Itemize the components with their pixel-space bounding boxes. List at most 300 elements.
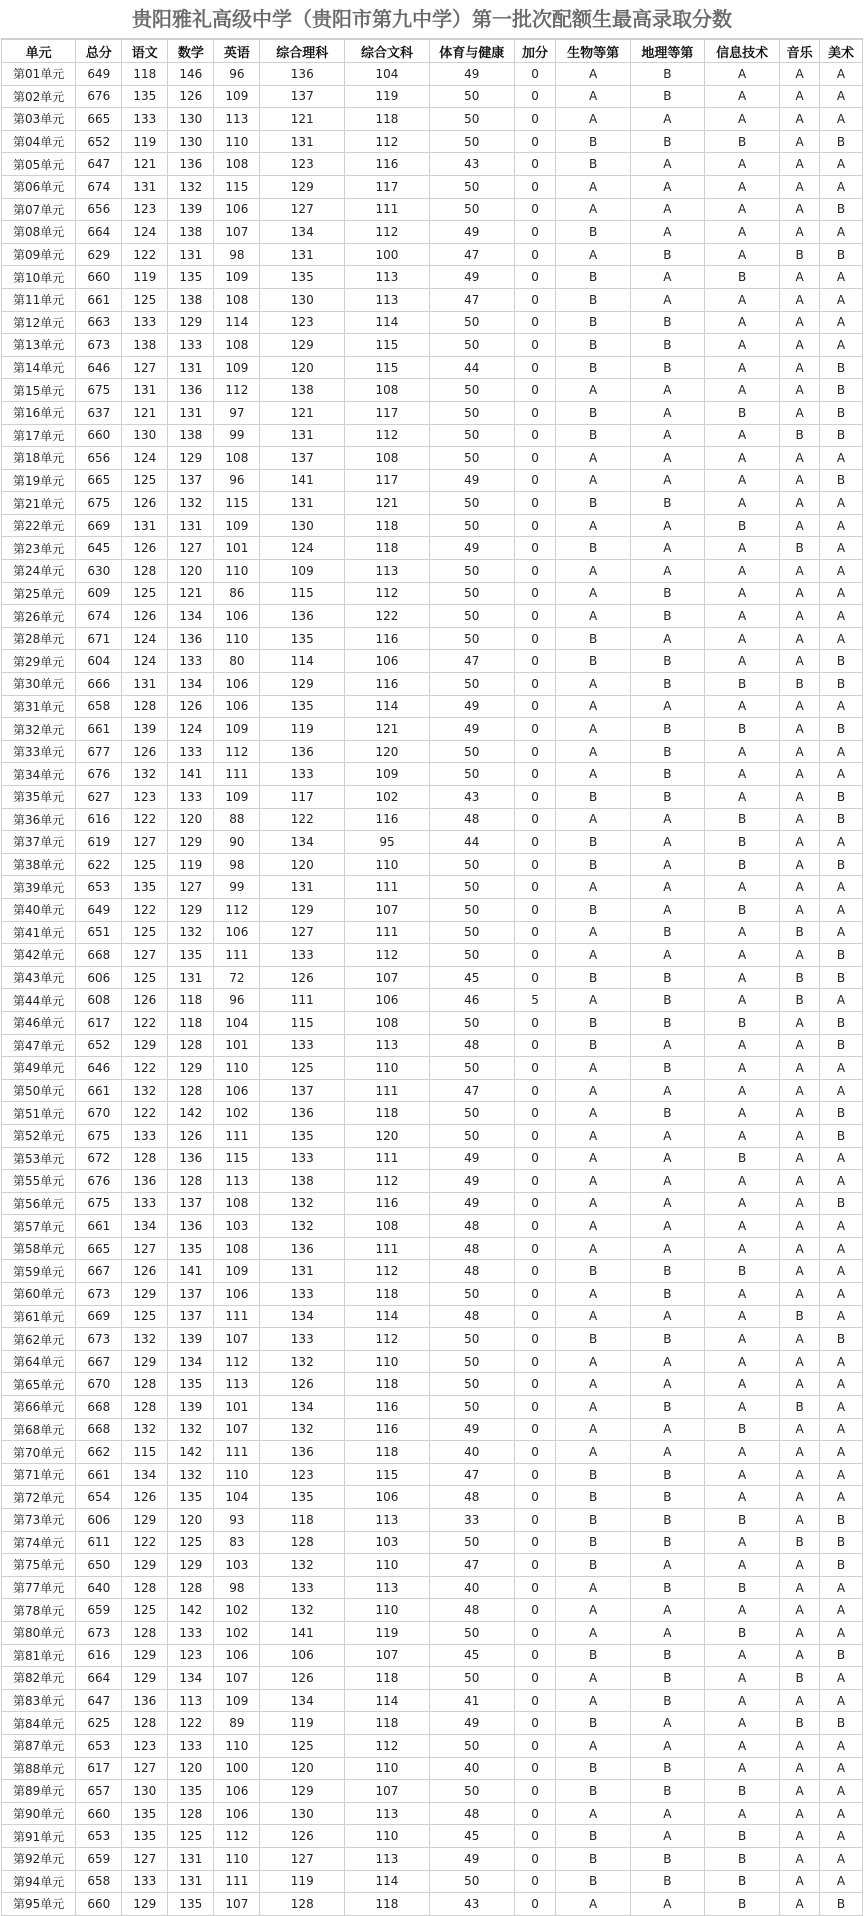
cell-chinese: 124 — [122, 650, 168, 673]
cell-pe: 48 — [429, 1215, 514, 1238]
cell-unit: 第64单元 — [2, 1350, 76, 1373]
cell-unit: 第78单元 — [2, 1599, 76, 1622]
cell-it: A — [704, 1373, 779, 1396]
cell-total: 669 — [76, 1305, 122, 1328]
cell-pe: 49 — [429, 469, 514, 492]
cell-total: 667 — [76, 1260, 122, 1283]
cell-biology: B — [556, 627, 630, 650]
cell-math: 131 — [168, 401, 214, 424]
cell-liberal-arts: 116 — [345, 1418, 430, 1441]
cell-biology: B — [556, 786, 630, 809]
cell-science: 137 — [260, 85, 345, 108]
cell-biology: B — [556, 1757, 630, 1780]
table-row — [2, 1689, 863, 1712]
cell-music: A — [780, 63, 820, 86]
cell-liberal-arts: 120 — [345, 740, 430, 763]
cell-biology: A — [556, 63, 630, 86]
cell-geography: A — [630, 560, 704, 583]
table-row — [2, 221, 863, 244]
cell-art: A — [820, 1079, 863, 1102]
cell-biology: B — [556, 221, 630, 244]
cell-liberal-arts: 113 — [345, 1802, 430, 1825]
cell-chinese: 127 — [122, 831, 168, 854]
cell-geography: B — [630, 130, 704, 153]
cell-science: 133 — [260, 1576, 345, 1599]
cell-total: 667 — [76, 1350, 122, 1373]
cell-math: 113 — [168, 1689, 214, 1712]
table-row — [2, 356, 863, 379]
cell-liberal-arts: 112 — [345, 582, 430, 605]
cell-unit: 第52单元 — [2, 1124, 76, 1147]
cell-pe: 47 — [429, 1079, 514, 1102]
cell-english: 109 — [214, 1260, 260, 1283]
cell-music: A — [780, 1576, 820, 1599]
cell-it: A — [704, 85, 779, 108]
table-row — [2, 1667, 863, 1690]
cell-chinese: 129 — [122, 1893, 168, 1916]
cell-bonus: 0 — [514, 401, 556, 424]
cell-geography: A — [630, 198, 704, 221]
table-row — [2, 514, 863, 537]
cell-bonus: 0 — [514, 1599, 556, 1622]
cell-math: 120 — [168, 560, 214, 583]
cell-bonus: 0 — [514, 1441, 556, 1464]
cell-science: 138 — [260, 379, 345, 402]
cell-bonus: 0 — [514, 1780, 556, 1803]
cell-liberal-arts: 113 — [345, 1847, 430, 1870]
cell-bonus: 0 — [514, 1418, 556, 1441]
table-row — [2, 1418, 863, 1441]
cell-pe: 48 — [429, 1802, 514, 1825]
cell-total: 611 — [76, 1531, 122, 1554]
cell-liberal-arts: 95 — [345, 831, 430, 854]
cell-biology: B — [556, 853, 630, 876]
col-header-total: 总分 — [76, 40, 122, 63]
cell-it: A — [704, 944, 779, 967]
cell-music: A — [780, 695, 820, 718]
cell-english: 106 — [214, 921, 260, 944]
cell-unit: 第59单元 — [2, 1260, 76, 1283]
cell-total: 640 — [76, 1576, 122, 1599]
cell-it: B — [704, 718, 779, 741]
cell-science: 133 — [260, 763, 345, 786]
cell-science: 129 — [260, 1780, 345, 1803]
cell-total: 660 — [76, 1893, 122, 1916]
cell-english: 108 — [214, 1192, 260, 1215]
cell-science: 114 — [260, 650, 345, 673]
cell-art: B — [820, 424, 863, 447]
cell-liberal-arts: 110 — [345, 1599, 430, 1622]
cell-pe: 49 — [429, 1712, 514, 1735]
cell-unit: 第47单元 — [2, 1034, 76, 1057]
cell-pe: 50 — [429, 130, 514, 153]
cell-geography: A — [630, 808, 704, 831]
table-row — [2, 469, 863, 492]
cell-liberal-arts: 112 — [345, 424, 430, 447]
cell-math: 135 — [168, 944, 214, 967]
cell-pe: 50 — [429, 921, 514, 944]
cell-math: 130 — [168, 130, 214, 153]
cell-math: 122 — [168, 1712, 214, 1735]
cell-english: 83 — [214, 1531, 260, 1554]
cell-english: 107 — [214, 221, 260, 244]
cell-english: 112 — [214, 1350, 260, 1373]
cell-science: 132 — [260, 1215, 345, 1238]
cell-chinese: 130 — [122, 1780, 168, 1803]
cell-it: B — [704, 1418, 779, 1441]
cell-unit: 第10单元 — [2, 266, 76, 289]
cell-biology: A — [556, 1305, 630, 1328]
cell-total: 656 — [76, 198, 122, 221]
cell-liberal-arts: 109 — [345, 763, 430, 786]
cell-total: 617 — [76, 1757, 122, 1780]
cell-music: A — [780, 740, 820, 763]
cell-art: A — [820, 1599, 863, 1622]
cell-math: 128 — [168, 1170, 214, 1193]
cell-art: A — [820, 1350, 863, 1373]
cell-geography: A — [630, 1599, 704, 1622]
cell-art: A — [820, 153, 863, 176]
cell-math: 136 — [168, 1147, 214, 1170]
cell-biology: A — [556, 175, 630, 198]
cell-bonus: 0 — [514, 311, 556, 334]
cell-music: A — [780, 1011, 820, 1034]
cell-chinese: 122 — [122, 243, 168, 266]
cell-biology: B — [556, 266, 630, 289]
cell-art: A — [820, 695, 863, 718]
cell-liberal-arts: 116 — [345, 1192, 430, 1215]
cell-bonus: 0 — [514, 1057, 556, 1080]
cell-pe: 43 — [429, 1893, 514, 1916]
cell-unit: 第29单元 — [2, 650, 76, 673]
cell-english: 110 — [214, 1057, 260, 1080]
cell-it: A — [704, 1034, 779, 1057]
cell-pe: 48 — [429, 1305, 514, 1328]
cell-geography: A — [630, 627, 704, 650]
cell-biology: B — [556, 424, 630, 447]
cell-geography: B — [630, 1644, 704, 1667]
cell-english: 106 — [214, 1283, 260, 1306]
cell-bonus: 0 — [514, 1621, 556, 1644]
cell-total: 677 — [76, 740, 122, 763]
cell-english: 115 — [214, 1147, 260, 1170]
cell-art: B — [820, 1124, 863, 1147]
cell-total: 668 — [76, 1396, 122, 1419]
cell-liberal-arts: 112 — [345, 1734, 430, 1757]
cell-it: B — [704, 1147, 779, 1170]
cell-bonus: 0 — [514, 627, 556, 650]
cell-it: A — [704, 198, 779, 221]
cell-chinese: 133 — [122, 1870, 168, 1893]
cell-unit: 第07单元 — [2, 198, 76, 221]
cell-art: A — [820, 1237, 863, 1260]
cell-unit: 第03单元 — [2, 108, 76, 131]
cell-art: A — [820, 311, 863, 334]
cell-math: 133 — [168, 786, 214, 809]
cell-liberal-arts: 112 — [345, 944, 430, 967]
cell-liberal-arts: 118 — [345, 1441, 430, 1464]
cell-it: A — [704, 1689, 779, 1712]
cell-geography: A — [630, 447, 704, 470]
cell-biology: B — [556, 898, 630, 921]
cell-bonus: 0 — [514, 673, 556, 696]
cell-art: A — [820, 1260, 863, 1283]
cell-biology: A — [556, 1734, 630, 1757]
cell-art: A — [820, 1825, 863, 1848]
cell-total: 675 — [76, 1192, 122, 1215]
cell-english: 110 — [214, 1463, 260, 1486]
cell-math: 126 — [168, 85, 214, 108]
cell-geography: A — [630, 853, 704, 876]
cell-music: A — [780, 175, 820, 198]
cell-art: A — [820, 763, 863, 786]
cell-bonus: 0 — [514, 1350, 556, 1373]
cell-liberal-arts: 107 — [345, 966, 430, 989]
cell-liberal-arts: 116 — [345, 673, 430, 696]
cell-music: A — [780, 1057, 820, 1080]
table-row — [2, 1283, 863, 1306]
cell-geography: A — [630, 1350, 704, 1373]
cell-unit: 第21单元 — [2, 492, 76, 515]
cell-liberal-arts: 117 — [345, 175, 430, 198]
cell-chinese: 135 — [122, 876, 168, 899]
cell-english: 102 — [214, 1599, 260, 1622]
cell-liberal-arts: 112 — [345, 130, 430, 153]
cell-pe: 49 — [429, 537, 514, 560]
cell-math: 120 — [168, 1509, 214, 1532]
cell-art: B — [820, 1712, 863, 1735]
cell-pe: 44 — [429, 831, 514, 854]
cell-chinese: 125 — [122, 469, 168, 492]
cell-pe: 48 — [429, 808, 514, 831]
cell-art: A — [820, 266, 863, 289]
cell-english: 96 — [214, 63, 260, 86]
cell-music: A — [780, 898, 820, 921]
table-row — [2, 989, 863, 1012]
cell-art: A — [820, 514, 863, 537]
cell-unit: 第51单元 — [2, 1102, 76, 1125]
cell-bonus: 0 — [514, 537, 556, 560]
cell-pe: 43 — [429, 786, 514, 809]
cell-math: 141 — [168, 763, 214, 786]
col-header-biology: 生物等第 — [556, 40, 630, 63]
cell-chinese: 133 — [122, 1192, 168, 1215]
cell-total: 616 — [76, 808, 122, 831]
cell-pe: 45 — [429, 1825, 514, 1848]
cell-unit: 第25单元 — [2, 582, 76, 605]
cell-art: A — [820, 85, 863, 108]
cell-english: 97 — [214, 401, 260, 424]
cell-english: 109 — [214, 356, 260, 379]
cell-chinese: 128 — [122, 560, 168, 583]
cell-pe: 50 — [429, 1373, 514, 1396]
col-header-english: 英语 — [214, 40, 260, 63]
cell-bonus: 0 — [514, 356, 556, 379]
cell-unit: 第30单元 — [2, 673, 76, 696]
cell-geography: B — [630, 740, 704, 763]
cell-english: 89 — [214, 1712, 260, 1735]
table-row — [2, 63, 863, 86]
cell-geography: A — [630, 175, 704, 198]
cell-bonus: 0 — [514, 1576, 556, 1599]
cell-liberal-arts: 116 — [345, 153, 430, 176]
cell-english: 111 — [214, 1870, 260, 1893]
cell-math: 136 — [168, 627, 214, 650]
cell-geography: B — [630, 1486, 704, 1509]
cell-science: 133 — [260, 1034, 345, 1057]
cell-liberal-arts: 111 — [345, 198, 430, 221]
cell-biology: A — [556, 1124, 630, 1147]
cell-chinese: 139 — [122, 718, 168, 741]
cell-bonus: 0 — [514, 130, 556, 153]
cell-pe: 50 — [429, 1283, 514, 1306]
cell-unit: 第71单元 — [2, 1463, 76, 1486]
cell-art: B — [820, 1328, 863, 1351]
table-row — [2, 311, 863, 334]
cell-geography: A — [630, 266, 704, 289]
cell-chinese: 136 — [122, 1170, 168, 1193]
cell-bonus: 0 — [514, 1689, 556, 1712]
cell-biology: A — [556, 808, 630, 831]
cell-art: A — [820, 1418, 863, 1441]
cell-total: 676 — [76, 1170, 122, 1193]
cell-geography: B — [630, 1847, 704, 1870]
cell-chinese: 125 — [122, 853, 168, 876]
cell-it: A — [704, 1486, 779, 1509]
cell-music: A — [780, 560, 820, 583]
cell-music: A — [780, 1644, 820, 1667]
cell-pe: 50 — [429, 1350, 514, 1373]
cell-pe: 50 — [429, 1011, 514, 1034]
cell-unit: 第80单元 — [2, 1621, 76, 1644]
cell-chinese: 126 — [122, 740, 168, 763]
cell-pe: 48 — [429, 1486, 514, 1509]
cell-unit: 第74单元 — [2, 1531, 76, 1554]
cell-total: 661 — [76, 718, 122, 741]
cell-total: 673 — [76, 1621, 122, 1644]
cell-art: B — [820, 1531, 863, 1554]
cell-unit: 第32单元 — [2, 718, 76, 741]
cell-geography: A — [630, 379, 704, 402]
cell-math: 135 — [168, 1893, 214, 1916]
cell-art: A — [820, 921, 863, 944]
cell-english: 111 — [214, 1305, 260, 1328]
cell-chinese: 129 — [122, 1554, 168, 1577]
cell-music: A — [780, 627, 820, 650]
cell-music: A — [780, 786, 820, 809]
table-row — [2, 198, 863, 221]
cell-science: 115 — [260, 1011, 345, 1034]
cell-pe: 50 — [429, 898, 514, 921]
cell-music: B — [780, 1712, 820, 1735]
cell-bonus: 0 — [514, 1734, 556, 1757]
cell-total: 660 — [76, 1802, 122, 1825]
cell-music: A — [780, 1170, 820, 1193]
cell-chinese: 122 — [122, 898, 168, 921]
table-row — [2, 1350, 863, 1373]
cell-it: A — [704, 311, 779, 334]
cell-biology: A — [556, 1170, 630, 1193]
cell-english: 102 — [214, 1102, 260, 1125]
cell-math: 128 — [168, 1576, 214, 1599]
cell-math: 126 — [168, 1124, 214, 1147]
cell-unit: 第61单元 — [2, 1305, 76, 1328]
cell-art: A — [820, 1734, 863, 1757]
cell-music: A — [780, 1734, 820, 1757]
cell-math: 133 — [168, 1734, 214, 1757]
cell-total: 674 — [76, 175, 122, 198]
cell-art: A — [820, 1441, 863, 1464]
cell-math: 137 — [168, 1283, 214, 1306]
cell-liberal-arts: 119 — [345, 85, 430, 108]
cell-liberal-arts: 111 — [345, 876, 430, 899]
cell-science: 131 — [260, 424, 345, 447]
cell-english: 109 — [214, 718, 260, 741]
cell-liberal-arts: 115 — [345, 334, 430, 357]
cell-pe: 50 — [429, 1780, 514, 1803]
table-row — [2, 175, 863, 198]
cell-english: 107 — [214, 1328, 260, 1351]
cell-geography: A — [630, 876, 704, 899]
col-header-science: 综合理科 — [260, 40, 345, 63]
cell-geography: B — [630, 1011, 704, 1034]
cell-unit: 第38单元 — [2, 853, 76, 876]
col-header-music: 音乐 — [780, 40, 820, 63]
cell-chinese: 123 — [122, 786, 168, 809]
cell-english: 109 — [214, 1689, 260, 1712]
cell-science: 141 — [260, 1621, 345, 1644]
cell-art: B — [820, 808, 863, 831]
cell-unit: 第12单元 — [2, 311, 76, 334]
cell-math: 131 — [168, 514, 214, 537]
cell-math: 135 — [168, 1780, 214, 1803]
cell-geography: B — [630, 582, 704, 605]
cell-english: 109 — [214, 85, 260, 108]
cell-unit: 第13单元 — [2, 334, 76, 357]
cell-art: A — [820, 989, 863, 1012]
cell-geography: B — [630, 1102, 704, 1125]
cell-liberal-arts: 108 — [345, 1011, 430, 1034]
cell-unit: 第39单元 — [2, 876, 76, 899]
cell-science: 127 — [260, 921, 345, 944]
cell-it: A — [704, 1057, 779, 1080]
cell-total: 653 — [76, 1825, 122, 1848]
cell-bonus: 0 — [514, 1463, 556, 1486]
table-row — [2, 763, 863, 786]
cell-unit: 第56单元 — [2, 1192, 76, 1215]
cell-it: A — [704, 582, 779, 605]
cell-chinese: 128 — [122, 1373, 168, 1396]
cell-math: 120 — [168, 1757, 214, 1780]
cell-english: 106 — [214, 695, 260, 718]
cell-liberal-arts: 111 — [345, 1079, 430, 1102]
cell-science: 121 — [260, 108, 345, 131]
cell-music: A — [780, 1237, 820, 1260]
cell-liberal-arts: 113 — [345, 266, 430, 289]
cell-bonus: 0 — [514, 379, 556, 402]
table-row — [2, 1441, 863, 1464]
cell-music: B — [780, 1396, 820, 1419]
cell-geography: A — [630, 1802, 704, 1825]
cell-science: 125 — [260, 1734, 345, 1757]
cell-pe: 50 — [429, 175, 514, 198]
cell-pe: 50 — [429, 334, 514, 357]
cell-music: A — [780, 763, 820, 786]
cell-it: A — [704, 221, 779, 244]
cell-biology: A — [556, 1802, 630, 1825]
cell-liberal-arts: 108 — [345, 1215, 430, 1238]
cell-geography: A — [630, 1147, 704, 1170]
